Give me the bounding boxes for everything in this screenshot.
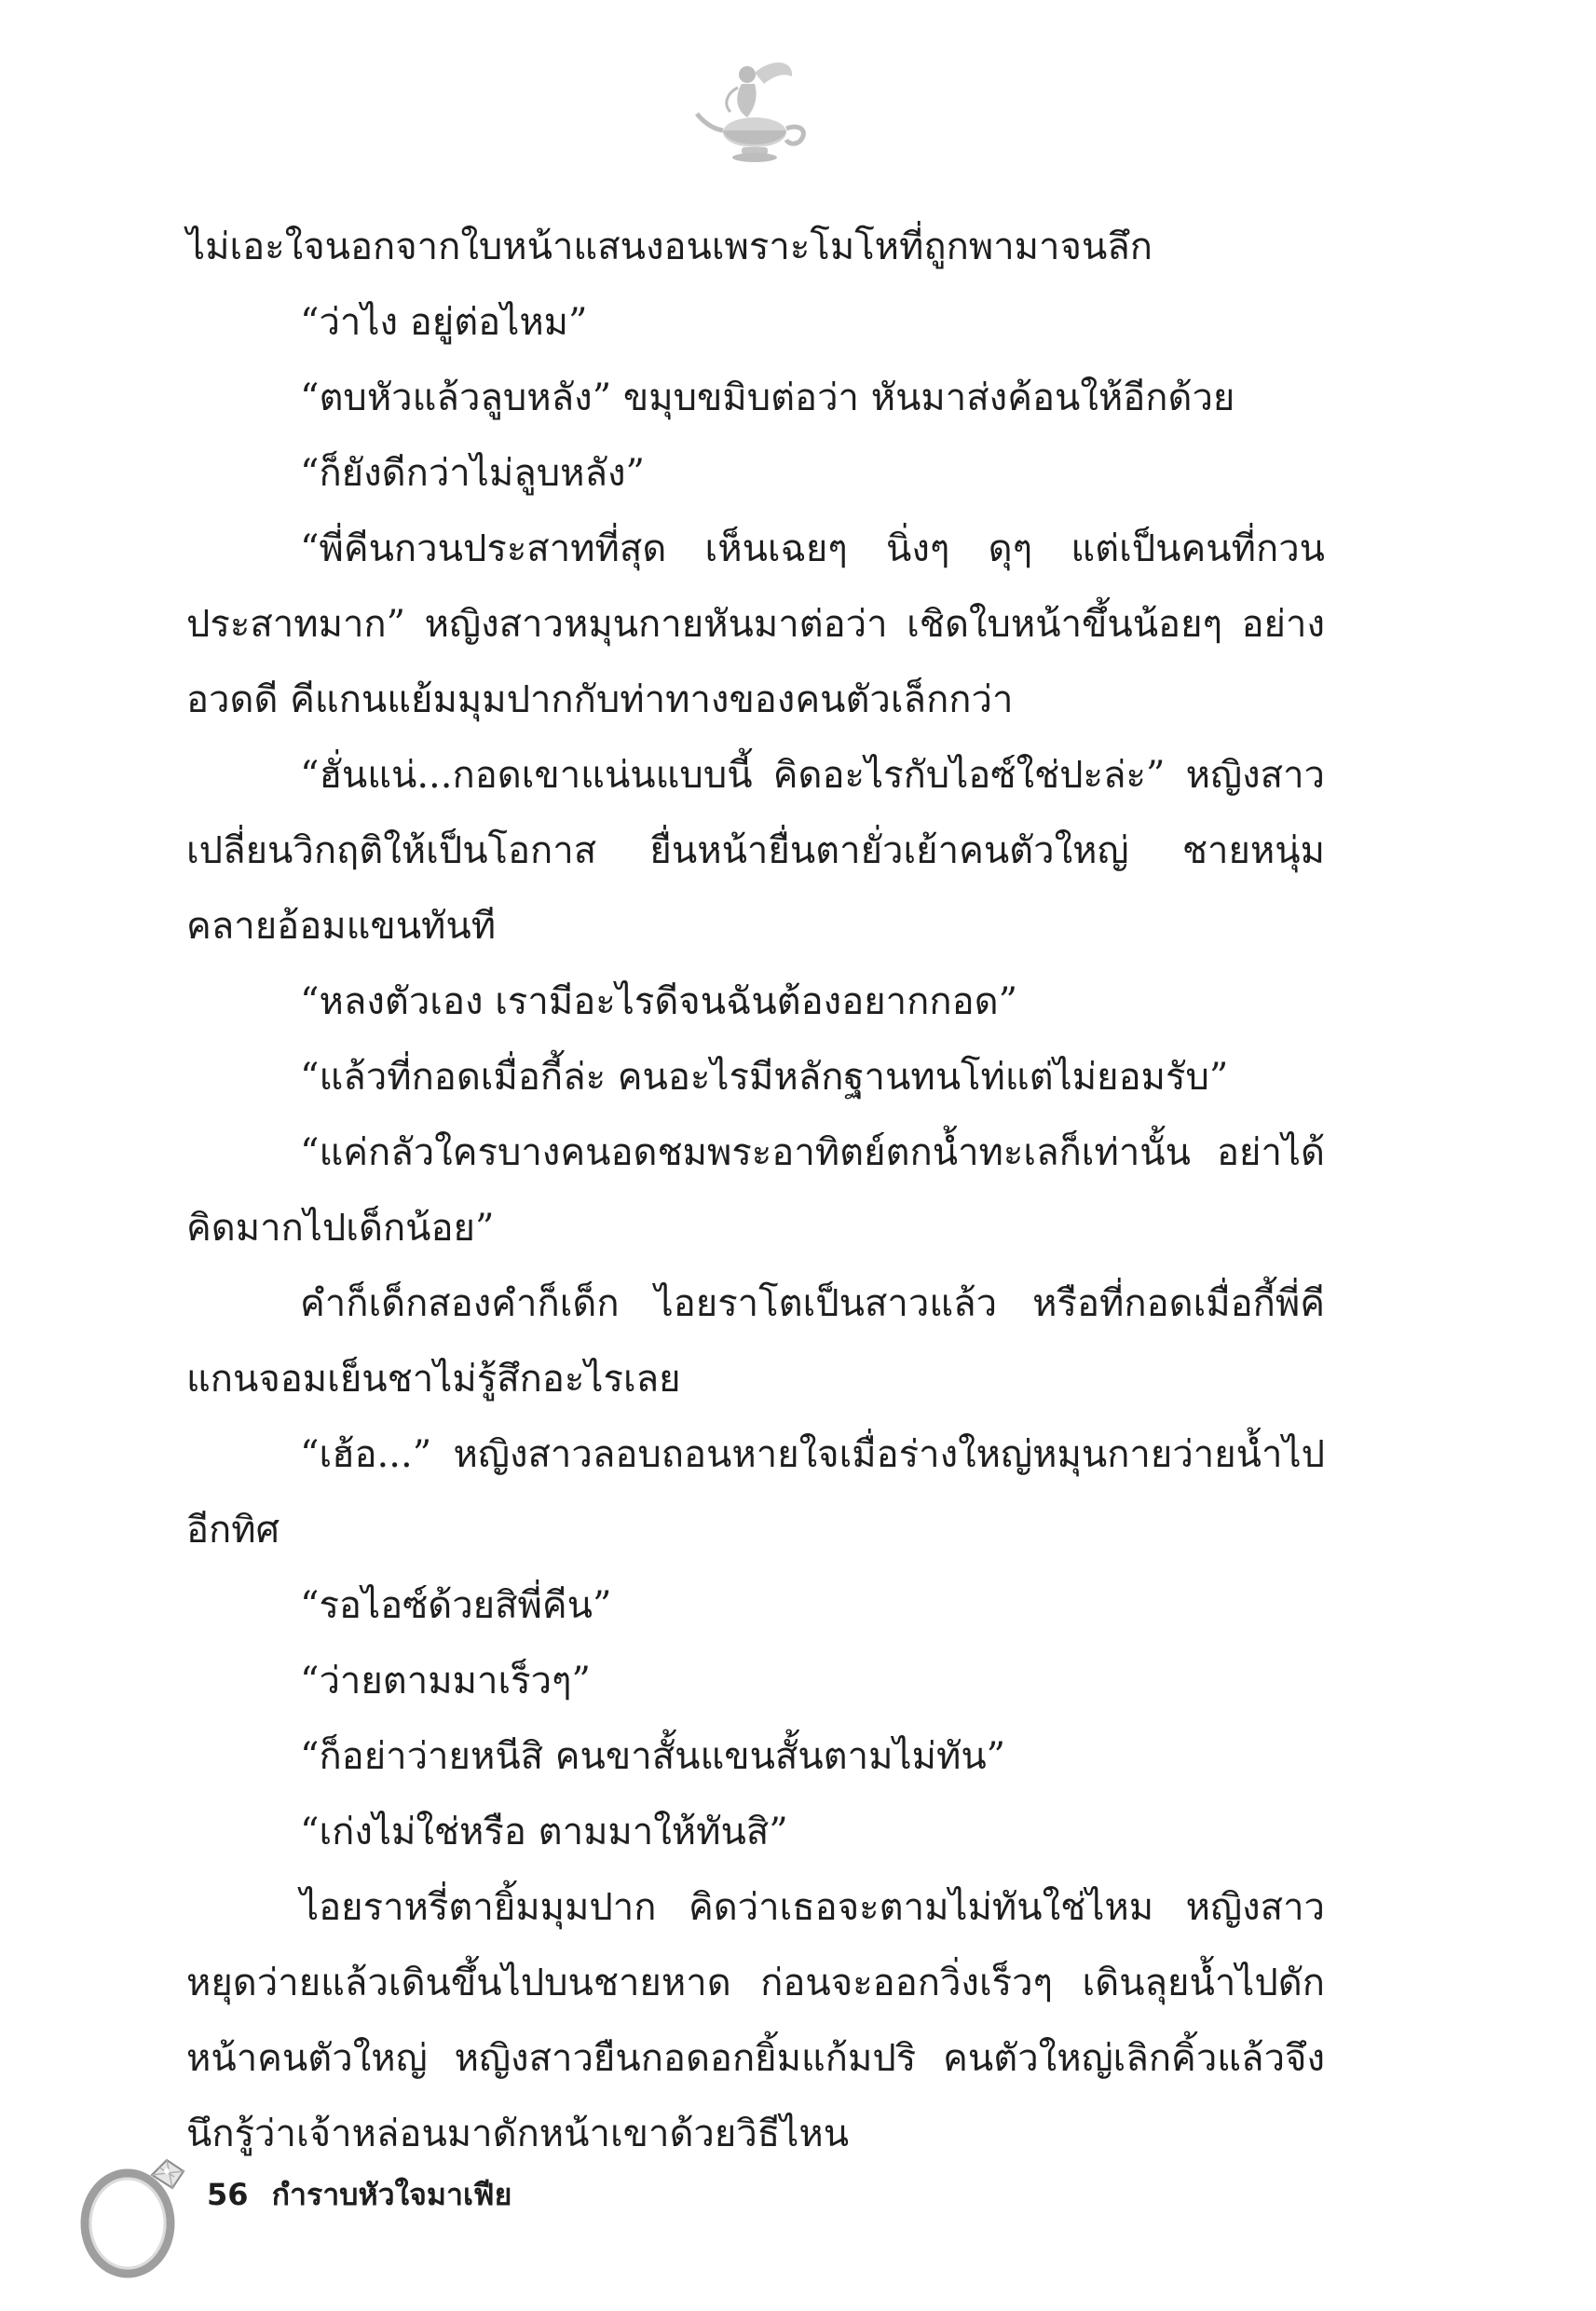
paragraph: “รอไอซ์ด้วยสิพี่คีน” — [300, 1584, 612, 1627]
paragraph: “พี่คีนกวนประสาทที่สุด เห็นเฉยๆ นิ่งๆ ดุๆ แต่เป็นคนที่กวนประสาทมาก” หญิงสาวหมุนกายหันมาต่อว่า เชิดใบหน้าขึ้นน้อยๆ อย่างอวดดี คีแกนแย้มมุมปากกับท่าทางของคนตัวเล็กกว่า — [186, 527, 1325, 721]
paragraph: “ก็อย่าว่ายหนีสิ คนขาสั้นแขนสั้นตามไม่ทัน” — [300, 1735, 1006, 1778]
paragraph: “แค่กลัวใครบางคนอดชมพระอาทิตย์ตกน้ำทะเลก็เท่านั้น อย่าได้คิดมากไปเด็กน้อย” — [186, 1131, 1325, 1250]
body-text — [186, 210, 1325, 2172]
paragraph: คำก็เด็กสองคำก็เด็ก ไอยราโตเป็นสาวแล้ว หรือที่กอดเมื่อกี้พี่คีแกนจอมเย็นชาไม่รู้สึกอะไรเลย — [186, 1282, 1325, 1401]
teapot-angel-icon — [689, 56, 820, 168]
paragraph: “ว่ายตามมาเร็วๆ” — [300, 1660, 591, 1702]
paragraph: “ฮั่นแน่...กอดเขาแน่นแบบนี้ คิดอะไรกับไอซ์ใช่ปะล่ะ” หญิงสาวเปลี่ยนวิกฤติให้เป็นโอกาส ยื่นหน้ายื่นตายั่วเย้าคนตัวใหญ่ ชายหนุ่มคลายอ้อมแขนทันที — [186, 754, 1325, 948]
paragraph: “เฮ้อ...” หญิงสาวลอบถอนหายใจเมื่อร่างใหญ่หมุนกายว่ายน้ำไปอีกทิศ — [186, 1433, 1325, 1552]
paragraph: ไม่เอะใจนอกจากใบหน้าแสนงอนเพราะโมโหที่ถูกพามาจนลึก — [186, 226, 1153, 268]
paragraph: “ตบหัวแล้วลูบหลัง” ขมุบขมิบต่อว่า หันมาส่งค้อนให้อีกด้วย — [300, 376, 1235, 419]
diamond-ring-icon — [70, 2134, 200, 2283]
paragraph: “แล้วที่กอดเมื่อกี้ล่ะ คนอะไรมีหลักฐานทนโท่แต่ไม่ยอมรับ” — [300, 1056, 1229, 1099]
paragraph: “ก็ยังดีกว่าไม่ลูบหลัง” — [300, 452, 645, 495]
paragraph: “เก่งไม่ใช่หรือ ตามมาให้ทันสิ” — [300, 1811, 788, 1853]
paragraph: “หลงตัวเอง เรามีอะไรดีจนฉันต้องอยากกอด” — [300, 980, 1018, 1023]
paragraph: ไอยราหรี่ตายิ้มมุมปาก คิดว่าเธอจะตามไม่ทันใช่ไหม หญิงสาวหยุดว่ายแล้วเดินขึ้นไปบนชายหาด ก่อนจะออกวิ่งเร็วๆ เดินลุยน้ำไปดักหน้าคนตัวใหญ่ หญิงสาวยืนกอดอกยิ้มแก้มปริ คนตัวใหญ่เลิกคิ้วแล้วจึงนึกรู้ว่าเจ้าหล่อนมาดักหน้าเขาด้วยวิธีไหน — [186, 1886, 1325, 2155]
page-number: 56 — [207, 2177, 249, 2212]
paragraph: “ว่าไง อยู่ต่อไหม” — [300, 301, 588, 344]
page-footer — [207, 2171, 525, 2219]
book-title: กำราบหัวใจมาเฟีย — [271, 2177, 512, 2212]
